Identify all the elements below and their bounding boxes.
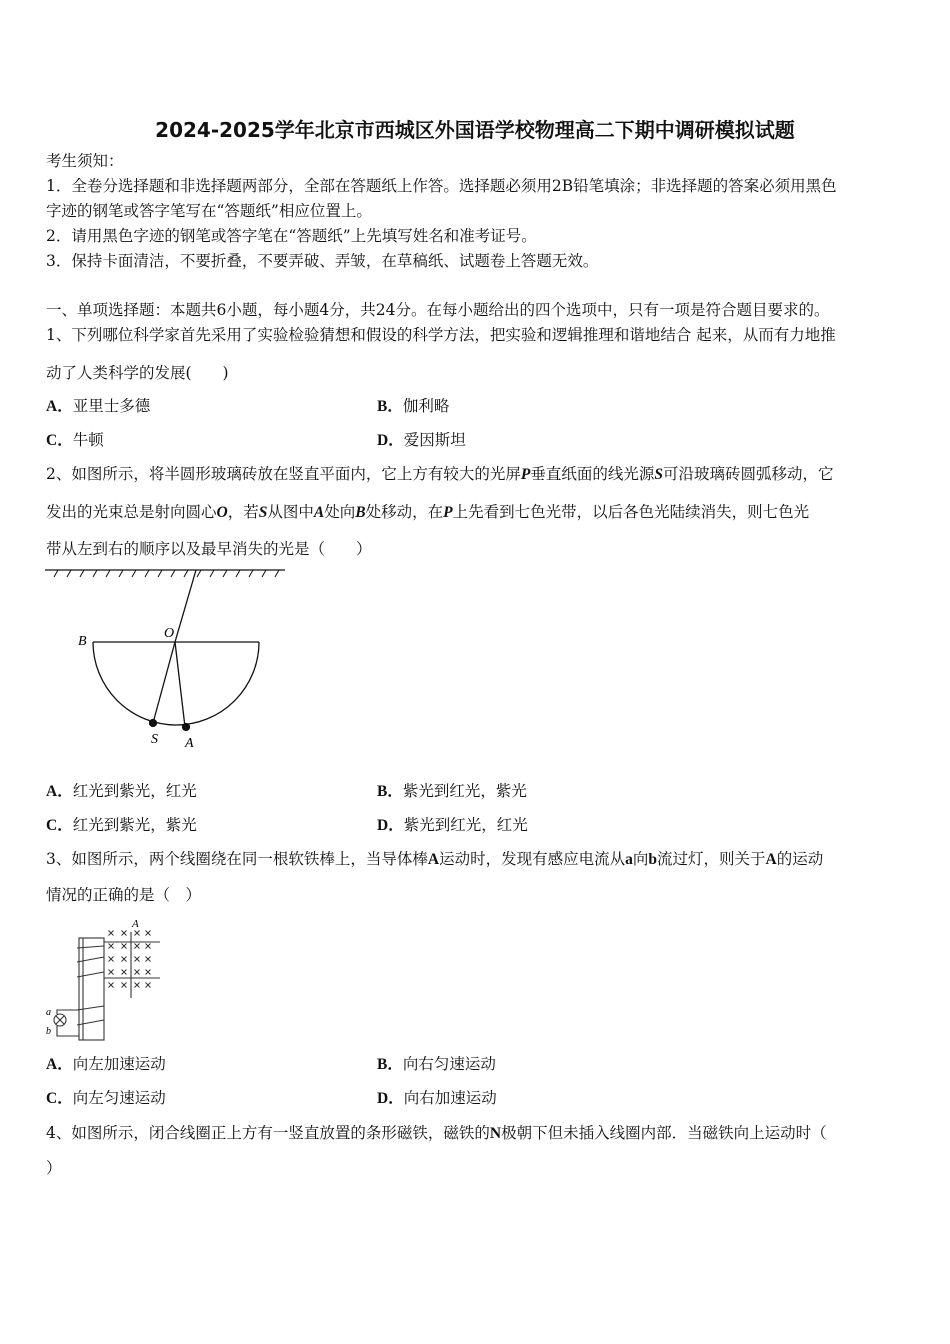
- text: 的运动: [776, 850, 824, 868]
- option-key: D．: [377, 432, 404, 449]
- label-b: B: [78, 634, 87, 649]
- option-c[interactable]: [46, 1088, 166, 1109]
- label-b-terminal: b: [46, 1026, 51, 1037]
- text: 向: [632, 850, 649, 868]
- field-cross: [146, 983, 151, 988]
- option-key: B．: [377, 398, 403, 415]
- option-key: C．: [46, 817, 73, 834]
- field-cross: [146, 931, 151, 936]
- option-text: 紫光到红光，红光: [403, 816, 528, 834]
- field-cross: [146, 970, 151, 975]
- text: 处移动，在: [365, 503, 444, 521]
- question-4-text: ）: [46, 1159, 62, 1177]
- option-key: B．: [377, 783, 403, 800]
- text: ，若: [227, 503, 259, 521]
- var: O: [216, 504, 228, 521]
- option-text: 牛顿: [72, 431, 104, 449]
- semicircle-glass-figure: [45, 570, 285, 731]
- option-text: 向右匀速运动: [402, 1055, 496, 1073]
- question-4-text: [46, 1123, 827, 1144]
- text: 运动时，发现有感应电流从: [439, 850, 626, 868]
- option-a[interactable]: [46, 1054, 166, 1075]
- option-key: A．: [46, 398, 73, 415]
- text: 4、如图所示，闭合线圈正上方有一竖直放置的条形磁铁，磁铁的: [46, 1124, 490, 1142]
- text: 2、如图所示，将半圆形玻璃砖放在竖直平面内，它上方有较大的光屏: [46, 465, 521, 483]
- coil-figure: [54, 932, 160, 1040]
- option-key: C．: [46, 432, 73, 449]
- text: 流过灯，则关于: [656, 850, 766, 868]
- option-text: 红光到紫光，紫光: [72, 816, 197, 834]
- field-cross: [135, 957, 140, 962]
- question-3-text: 情况的正确的是（ ）: [46, 886, 202, 904]
- section-heading: 一、单项选择题：本题共6小题，每小题4分，共24分。在每小题给出的四个选项中，只有一项是符合题目要求的。: [46, 301, 830, 319]
- question-2-text: 带从左到右的顺序以及最早消失的光是（ ）: [46, 540, 372, 558]
- option-a[interactable]: [46, 781, 197, 802]
- label-s: S: [151, 732, 158, 747]
- option-key: A．: [46, 783, 73, 800]
- option-b[interactable]: [377, 781, 527, 802]
- option-text: 伽利略: [402, 397, 450, 415]
- option-text: 向右加速运动: [403, 1089, 497, 1107]
- text: 垂直纸面的线光源: [530, 465, 655, 483]
- var: P: [520, 466, 531, 483]
- var: A: [765, 851, 777, 868]
- var: A: [313, 504, 325, 521]
- text: 从图中: [267, 503, 314, 521]
- magnetic-field-crosses: [109, 931, 151, 988]
- field-cross: [135, 970, 140, 975]
- field-cross: [146, 957, 151, 962]
- option-c[interactable]: [46, 815, 197, 836]
- field-cross: [122, 983, 127, 988]
- text: 发出的光束总是射向圆心: [46, 503, 217, 521]
- option-key: D．: [377, 817, 404, 834]
- var: S: [654, 466, 663, 483]
- field-cross: [146, 944, 151, 949]
- field-cross: [122, 957, 127, 962]
- field-cross: [109, 983, 114, 988]
- option-text: 红光到紫光，红光: [72, 782, 197, 800]
- var: S: [258, 504, 268, 521]
- option-b[interactable]: [377, 1054, 496, 1075]
- notice-heading: 考生须知：: [46, 152, 124, 170]
- label-a-rod: A: [132, 918, 139, 930]
- page-title: 2024-2025学年北京市西城区外国语学校物理高二下期中调研模拟试题: [155, 118, 795, 142]
- var: P: [443, 504, 453, 521]
- option-text: 向左匀速运动: [72, 1089, 166, 1107]
- option-text: 亚里士多德: [72, 397, 151, 415]
- label-a-terminal: a: [46, 1007, 51, 1018]
- text: 可沿玻璃砖圆弧移动，它: [662, 465, 834, 483]
- field-cross: [109, 931, 114, 936]
- field-cross: [109, 957, 114, 962]
- label-o: O: [164, 626, 175, 641]
- var: a: [625, 851, 633, 868]
- option-text: 紫光到红光，紫光: [402, 782, 527, 800]
- option-text: 爱因斯坦: [403, 431, 466, 449]
- var: N: [489, 1125, 502, 1142]
- field-cross: [109, 944, 114, 949]
- question-3-text: [46, 849, 823, 870]
- notice-line: 3．保持卡面清洁，不要折叠，不要弄破、弄皱，在草稿纸、试题卷上答题无效。: [46, 252, 599, 270]
- label-a: A: [185, 736, 194, 751]
- notice-line: 字迹的钢笔或答字笔写在“答题纸”相应位置上。: [46, 202, 372, 220]
- field-cross: [135, 944, 140, 949]
- var: A: [427, 851, 440, 868]
- field-cross: [122, 931, 127, 936]
- text: 处向: [324, 503, 356, 521]
- option-key: A．: [46, 1056, 73, 1073]
- text: 上先看到七色光带，以后各色光陆续消失，则七色光: [452, 503, 810, 521]
- field-cross: [122, 970, 127, 975]
- option-d[interactable]: [377, 815, 528, 836]
- question-1-text: 1、下列哪位科学家首先采用了实验检验猜想和假设的科学方法，把实验和逻辑推理和谐地结合 起来，从而有力地推: [46, 326, 836, 344]
- option-d[interactable]: [377, 1088, 497, 1109]
- question-1-text: 动了人类科学的发展( ): [46, 364, 229, 382]
- field-cross: [135, 983, 140, 988]
- field-cross: [109, 970, 114, 975]
- option-key: C．: [46, 1090, 73, 1107]
- option-key: B．: [377, 1056, 403, 1073]
- text: 3、如图所示，两个线圈绕在同一根软铁棒上，当导体棒: [46, 850, 428, 868]
- option-text: 向左加速运动: [72, 1055, 166, 1073]
- var: b: [648, 851, 657, 868]
- var: B: [355, 504, 366, 521]
- field-cross: [135, 931, 140, 936]
- option-key: D．: [377, 1090, 404, 1107]
- text: 极朝下但未插入线圈内部．当磁铁向上运动时（: [501, 1124, 827, 1142]
- field-cross: [122, 944, 127, 949]
- notice-line: 2．请用黑色字迹的钢笔或答字笔在“答题纸”上先填写姓名和准考证号。: [46, 227, 537, 245]
- notice-line: 1．全卷分选择题和非选择题两部分，全部在答题纸上作答。选择题必须用2B铅笔填涂；非选择题的答案必须用黑色: [46, 177, 837, 195]
